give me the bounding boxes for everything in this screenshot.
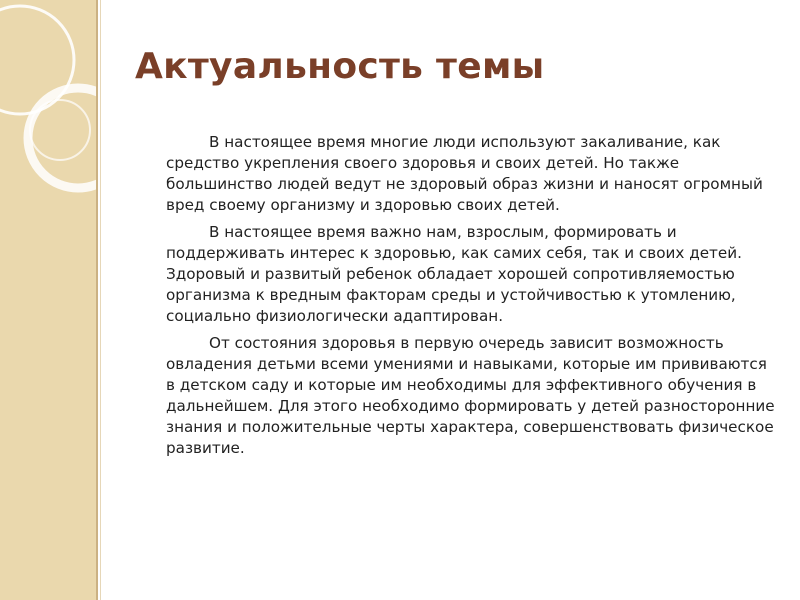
- paragraph-2: В настоящее время важно нам, взрослым, формировать и поддерживать интерес к здоровью, как самих себя, так и своих детей. Здоровый и развитый ребенок обладает хорошей сопротивляемостью организма к вредным факторам среды и устойчивостью к утомлению, социально физиологически адаптирован.: [166, 223, 742, 325]
- decorative-circles-graphic: [0, 0, 96, 600]
- paragraph-3: От состояния здоровья в первую очередь зависит возможность овладения детьми всеми умениями и навыками, которые им прививаются в детском саду и которые им необходимы для эффективного обучения в дальнейшем. Для этого необходимо формировать у детей разносторонние знания и положительные черты характера, совершенствовать физическое развитие.: [166, 334, 775, 457]
- paragraph-1: В настоящее время многие люди используют закаливание, как средство укрепления своего здоровья и своих детей. Но также большинство людей ведут не здоровый образ жизни и наносят огромный вред своему организму и здоровью своих детей.: [166, 133, 763, 214]
- slide-title: Актуальность темы: [135, 46, 545, 87]
- panel-divider-light: [100, 0, 101, 600]
- decor-circle-thick: [28, 88, 96, 188]
- decor-circle-large: [0, 6, 74, 114]
- decorative-side-panel: [0, 0, 96, 600]
- decor-circle-small: [30, 100, 90, 160]
- panel-divider: [96, 0, 98, 600]
- slide-body: [166, 132, 778, 465]
